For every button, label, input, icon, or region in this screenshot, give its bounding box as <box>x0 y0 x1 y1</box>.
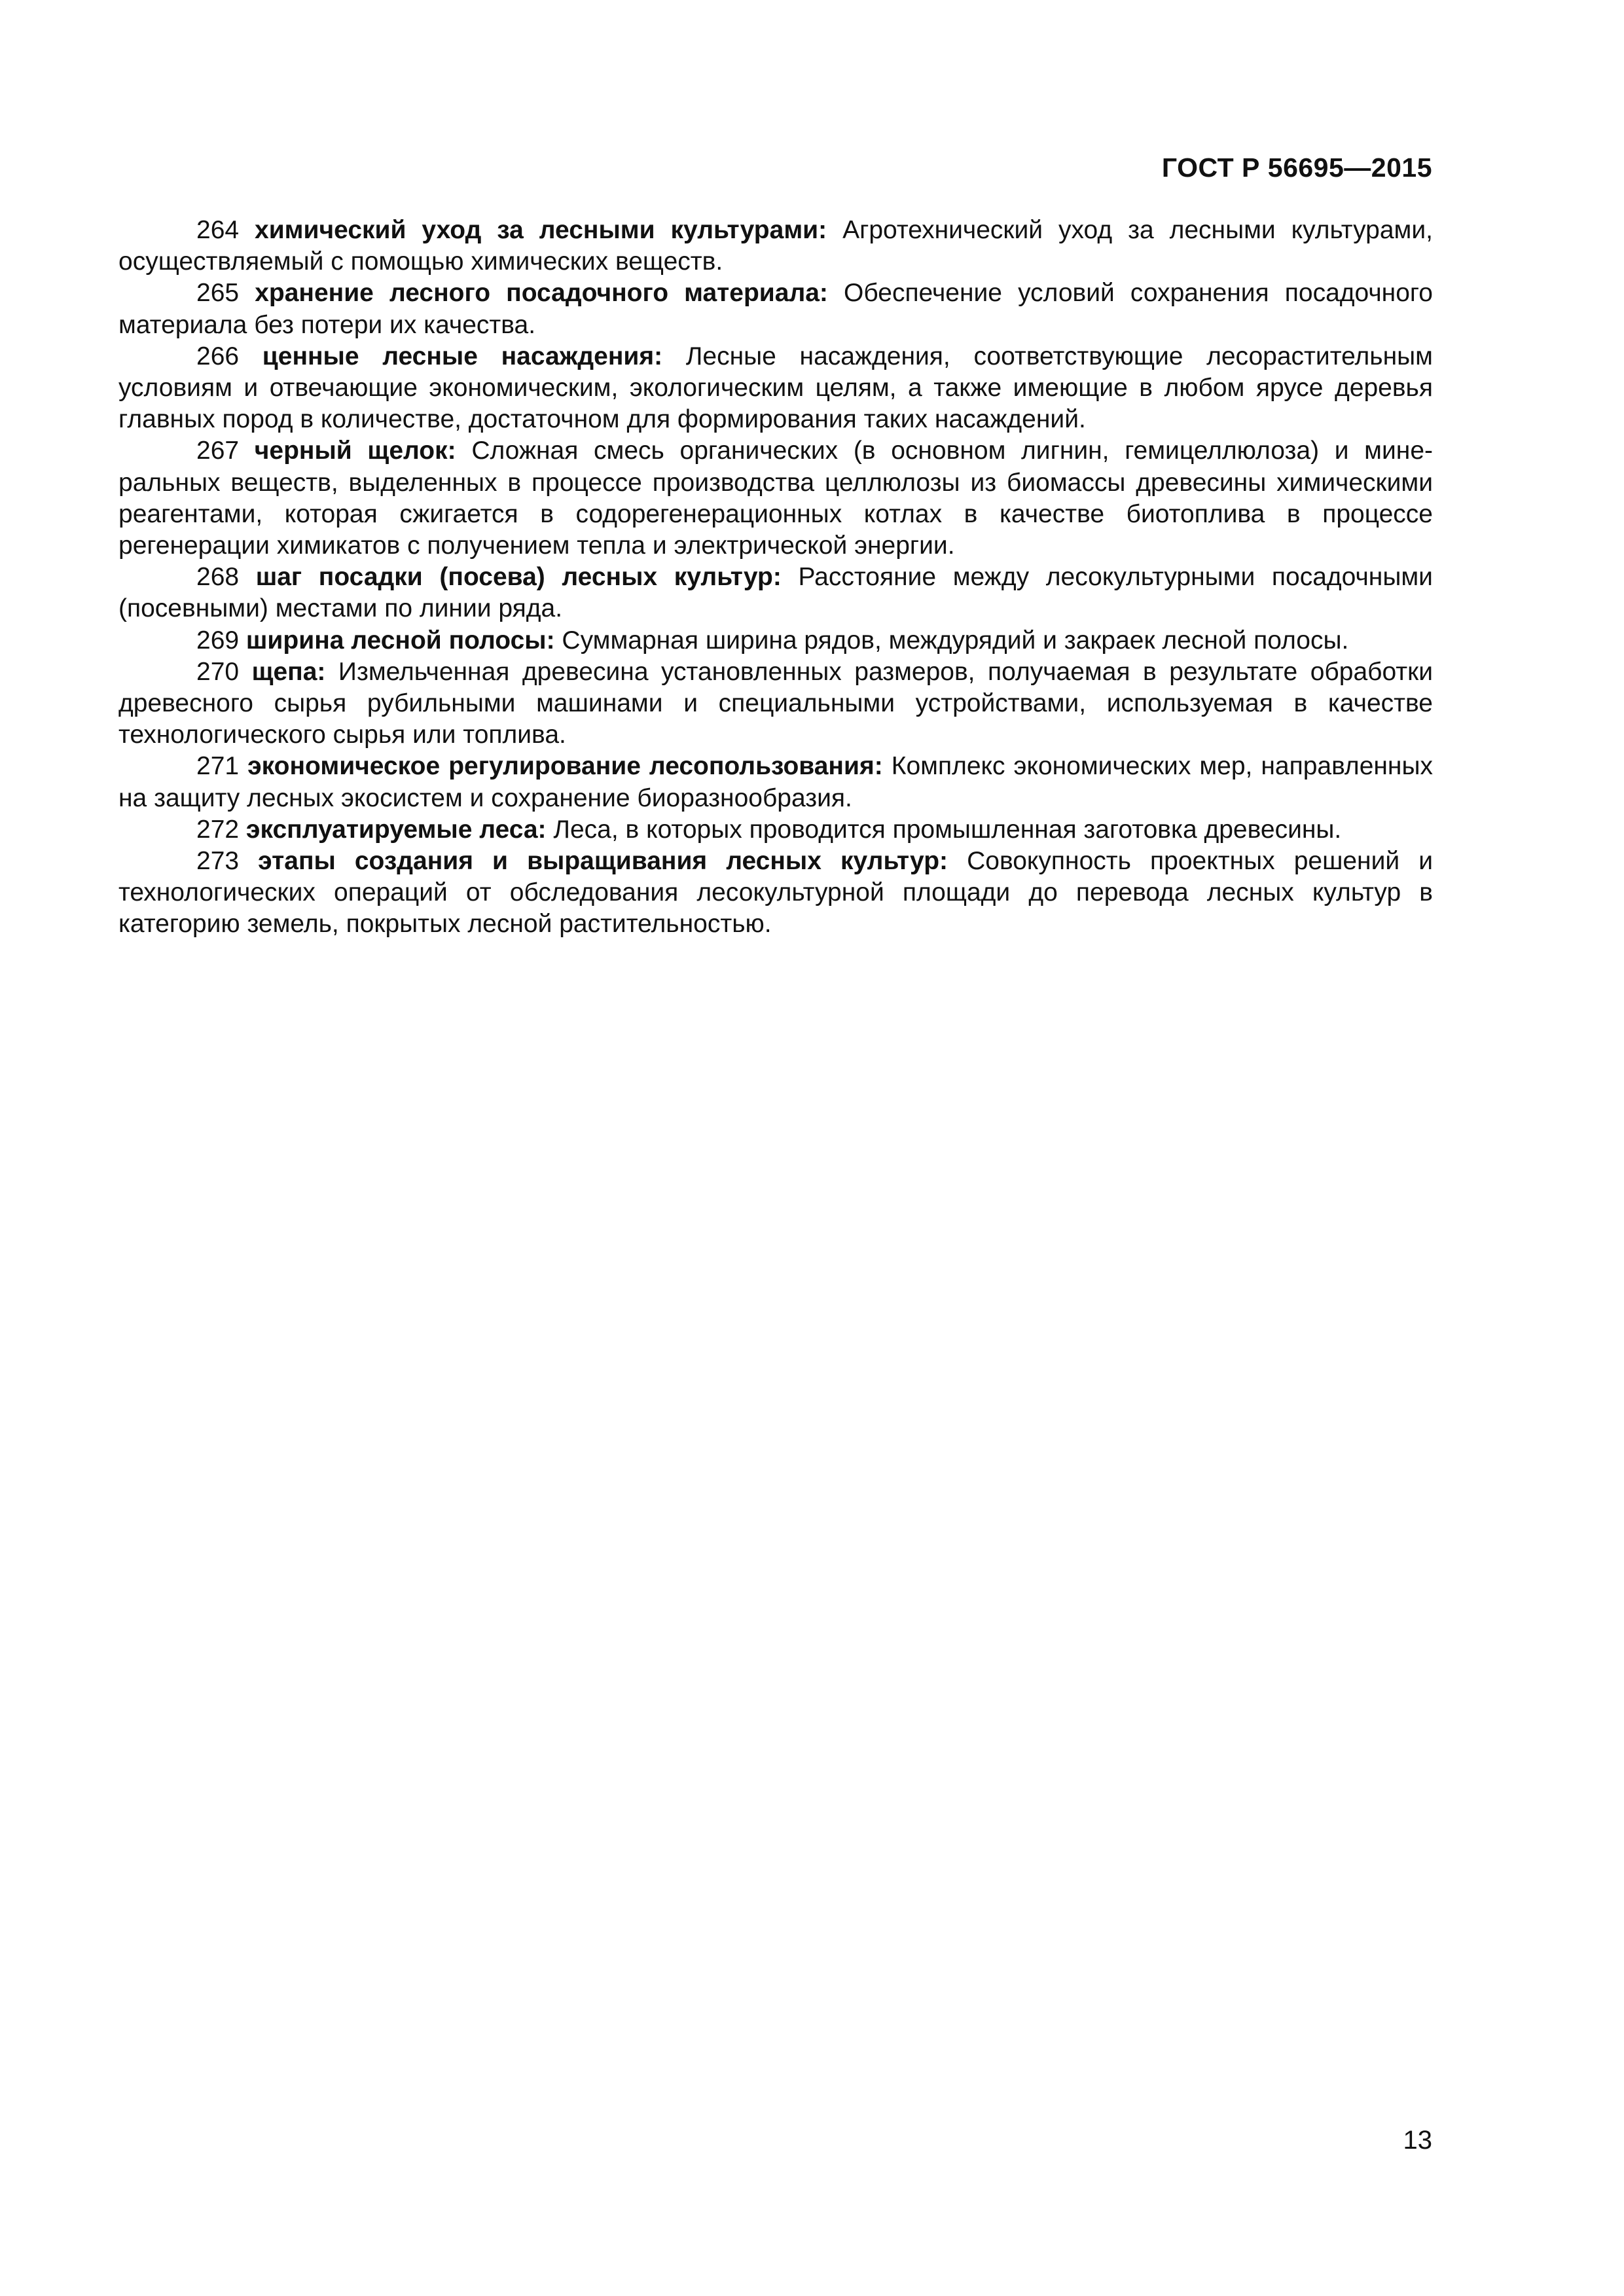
term-definition: Суммарная ширина рядов, междурядий и закраек лесной полосы. <box>562 626 1349 655</box>
page-number: 13 <box>1403 2126 1432 2155</box>
term-title: этапы создания и выращивания лесных культур: <box>258 847 948 876</box>
term-title: ширина лесной полосы: <box>245 626 555 655</box>
term-definition: Совокупность проектных решений и технологических операций от обследования лесокультурной площади до перевода лесных культур в категорию земель, покрытых лесной растительностью. <box>118 847 1433 939</box>
term-entry <box>118 656 1433 751</box>
term-title: эксплуатируемые леса: <box>245 815 547 844</box>
term-entry <box>118 435 1433 562</box>
term-definition: Расстояние между лесокультурными посадочными (посевными) местами по линии ряда. <box>118 563 1433 623</box>
term-title: черный щелок: <box>254 437 456 465</box>
term-title: щепа: <box>251 657 326 686</box>
term-number: 268 <box>196 563 240 592</box>
term-definition: Обеспечение условий сохранения посадочного материала без потери их качества. <box>118 279 1433 339</box>
term-entry <box>118 625 1433 656</box>
term-definition: Лесные насаждения, соответствующие лесорастительным условиям и отвечающие экономическим, экологическим целям, а также имеющие в любом ярусе деревья главных пород в количестве, достаточном для формирования таких насаждений. <box>118 342 1433 434</box>
term-entry <box>118 814 1433 846</box>
term-definition: Агротехнический уход за лесными культурами, осуществляемый с помощью химических веществ. <box>118 216 1433 276</box>
term-number: 271 <box>196 752 240 781</box>
term-entry <box>118 341 1433 436</box>
term-entry <box>118 751 1433 814</box>
term-title: экономическое регулирование лесопользования: <box>247 752 883 781</box>
term-number: 270 <box>196 657 240 686</box>
term-number: 267 <box>196 437 240 465</box>
term-entry <box>118 846 1433 941</box>
page-header-standard: ГОСТ Р 56695—2015 <box>1161 152 1432 183</box>
term-definition: Сложная смесь органических (в основном лигнин, гемицеллюлоза) и минеральных веществ, выделенных в процессе производства целлюлозы из биомассы древесины химическими реагентами, которая сжигается в содорегенерационных котлах в качестве биотоплива в процессе регенерации химикатов с получением тепла и электрической энергии. <box>118 437 1434 560</box>
term-title: химический уход за лесными культурами: <box>255 216 827 244</box>
term-definition: Комплекс экономических мер, направленных на защиту лесных экосистем и сохранение биоразнообразия. <box>118 752 1433 812</box>
term-definition: Леса, в которых проводится промышленная заготовка древесины. <box>553 815 1342 844</box>
term-number: 269 <box>196 626 240 655</box>
term-entry <box>118 562 1433 624</box>
term-title: шаг посадки (посева) лесных культур: <box>255 563 782 592</box>
term-title: хранение лесного посадочного материала: <box>255 279 828 308</box>
term-number: 264 <box>196 216 240 244</box>
term-number: 273 <box>196 847 240 876</box>
term-number: 272 <box>196 815 240 844</box>
terms-list <box>118 215 1433 941</box>
term-number: 265 <box>196 279 240 308</box>
term-number: 266 <box>196 342 240 370</box>
term-title: ценные лесные насаждения: <box>262 342 663 370</box>
term-entry <box>118 215 1433 278</box>
term-entry <box>118 278 1433 340</box>
term-definition: Измельченная древесина установленных размеров, получаемая в результате обработки древесного сырья рубильными машинами и специальными устройствами, используемая в качестве технологического сырья или топлива. <box>118 657 1434 749</box>
